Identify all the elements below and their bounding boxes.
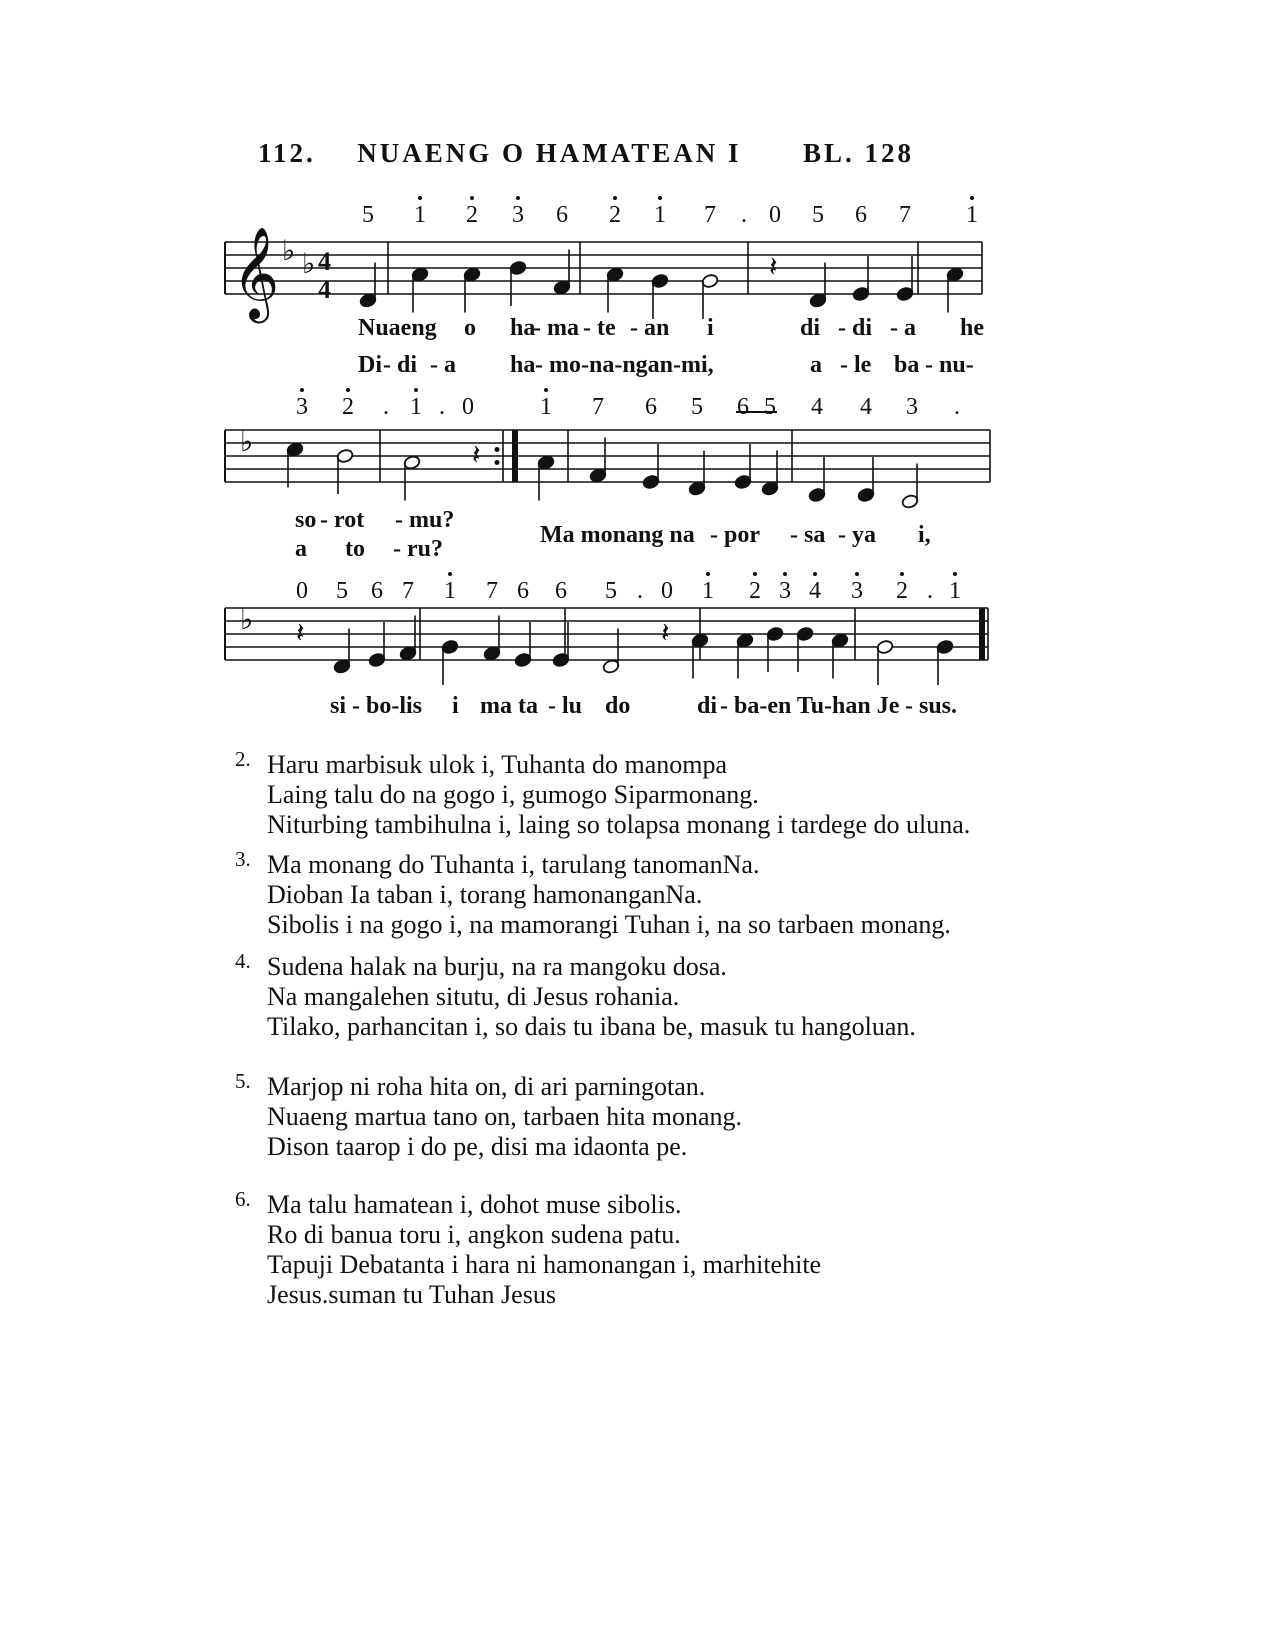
octave-dot bbox=[300, 388, 304, 392]
repeat-dot bbox=[495, 460, 500, 465]
verse-line: Sudena halak na burju, na ra mangoku dosa. bbox=[267, 952, 727, 981]
cipher-number: 5 bbox=[812, 202, 824, 228]
lyric-syllable: - nu- bbox=[925, 352, 974, 378]
cipher-number: . bbox=[383, 394, 389, 420]
cipher-number: 2 bbox=[896, 578, 908, 604]
cipher-number: 7 bbox=[402, 578, 414, 604]
cipher-number: 3 bbox=[851, 578, 863, 604]
time-signature: 4 bbox=[318, 247, 331, 276]
octave-dot bbox=[448, 572, 452, 576]
verse-block bbox=[235, 847, 951, 940]
cipher-number: 5 bbox=[362, 202, 374, 228]
time-signature: 4 bbox=[318, 275, 331, 304]
verse-block bbox=[235, 1187, 822, 1310]
verse-number: 6. bbox=[235, 1187, 251, 1211]
octave-dot bbox=[613, 196, 617, 200]
cipher-number: 5 bbox=[764, 394, 776, 420]
lyric-syllable: ma ta bbox=[480, 693, 538, 719]
cipher-number: 6 bbox=[645, 394, 657, 420]
cipher-number: 7 bbox=[592, 394, 604, 420]
cipher-number: 7 bbox=[899, 202, 911, 228]
lyric-syllable: a bbox=[295, 536, 307, 562]
repeat-bar bbox=[512, 430, 518, 482]
lyric-syllable: - lu bbox=[548, 693, 583, 719]
flat-sign: ♭ bbox=[240, 427, 254, 458]
verse-number: 5. bbox=[235, 1069, 251, 1093]
verse-line: Jesus.suman tu Tuhan Jesus bbox=[267, 1280, 556, 1309]
lyric-syllable: - an bbox=[630, 315, 670, 341]
octave-dot bbox=[470, 196, 474, 200]
flat-sign: ♭ bbox=[302, 249, 316, 280]
cipher-number: 4 bbox=[860, 394, 872, 420]
lyric-syllable: - a bbox=[890, 315, 916, 341]
lyric-syllable: ba bbox=[894, 352, 920, 378]
lyric-syllable: a bbox=[810, 352, 822, 378]
lyric-syllable: ha bbox=[510, 315, 536, 341]
lyric-syllable: - bo-lis bbox=[352, 693, 423, 719]
cipher-number: 1 bbox=[966, 202, 978, 228]
treble-clef: 𝄞 bbox=[232, 230, 280, 318]
cipher-number: 6 bbox=[556, 202, 568, 228]
cipher-number: 3 bbox=[512, 202, 524, 228]
lyric-syllable: - ma bbox=[533, 315, 579, 341]
lyric-syllable: i, bbox=[918, 522, 931, 548]
hymn-number: 112. bbox=[258, 138, 316, 168]
verse-number: 3. bbox=[235, 847, 251, 871]
cipher-number: 7 bbox=[486, 578, 498, 604]
cipher-number: 3 bbox=[906, 394, 918, 420]
lyric-syllable: so bbox=[295, 507, 317, 533]
cipher-number: 0 bbox=[661, 578, 673, 604]
verse-line: Dison taarop i do pe, disi ma idaonta pe. bbox=[267, 1132, 688, 1161]
octave-dot bbox=[414, 388, 418, 392]
flat-sign: ♭ bbox=[240, 605, 254, 636]
lyric-syllable: di bbox=[697, 693, 718, 719]
cipher-number: . bbox=[927, 578, 933, 604]
lyrics bbox=[295, 315, 984, 719]
verse-block bbox=[235, 1069, 743, 1162]
cipher-number: 2 bbox=[749, 578, 761, 604]
octave-dot bbox=[658, 196, 662, 200]
lyric-syllable: - a bbox=[430, 352, 456, 378]
cipher-number: 5 bbox=[691, 394, 703, 420]
octave-dot bbox=[346, 388, 350, 392]
octave-dot bbox=[953, 572, 957, 576]
cipher-number: . bbox=[741, 202, 747, 228]
lyric-syllable: Di bbox=[358, 352, 382, 378]
cipher-number: 0 bbox=[769, 202, 781, 228]
lyric-syllable: o bbox=[464, 315, 476, 341]
flat-sign: ♭ bbox=[282, 236, 296, 267]
cipher-number: . bbox=[954, 394, 960, 420]
cipher-number: 4 bbox=[809, 578, 821, 604]
lyric-syllable: - sa bbox=[790, 522, 826, 548]
lyric-syllable: to bbox=[345, 536, 365, 562]
lyric-syllable: i bbox=[707, 315, 714, 341]
verse-line: Ma talu hamatean i, dohot muse sibolis. bbox=[267, 1190, 682, 1219]
verse-line: Tapuji Debatanta i hara ni hamonangan i, marhitehite bbox=[267, 1250, 822, 1279]
verse-block bbox=[235, 747, 971, 840]
lyric-syllable: - te bbox=[583, 315, 616, 341]
verse-line: Marjop ni roha hita on, di ari parningotan. bbox=[267, 1072, 706, 1101]
cipher-number: 0 bbox=[296, 578, 308, 604]
verse-number: 2. bbox=[235, 747, 251, 771]
cipher-number: 6 bbox=[555, 578, 567, 604]
verse-line: Sibolis i na gogo i, na mamorangi Tuhan i, na so tarbaen monang. bbox=[267, 910, 951, 939]
cipher-number: 6 bbox=[517, 578, 529, 604]
cipher-number: 1 bbox=[540, 394, 552, 420]
hymn-reference: BL. 128 bbox=[803, 138, 915, 168]
verse-line: Na mangalehen situtu, di Jesus rohania. bbox=[267, 982, 680, 1011]
lyric-syllable: ha bbox=[510, 352, 536, 378]
verse-line: Tilako, parhancitan i, so dais tu ibana be, masuk tu hangoluan. bbox=[267, 1012, 916, 1041]
cipher-number: 1 bbox=[654, 202, 666, 228]
octave-dot bbox=[970, 196, 974, 200]
lyric-syllable: - sus. bbox=[905, 693, 958, 719]
lyric-syllable: - ba-en Tu-han Je bbox=[720, 693, 900, 719]
verse-number: 4. bbox=[235, 949, 251, 973]
octave-dot bbox=[753, 572, 757, 576]
cipher-number: 5 bbox=[336, 578, 348, 604]
lyric-syllable: si bbox=[330, 693, 347, 719]
octave-dot bbox=[900, 572, 904, 576]
lyric-syllable: - mu? bbox=[395, 507, 455, 533]
verse-block bbox=[235, 949, 916, 1042]
final-bar bbox=[979, 608, 985, 660]
verse-line: Nuaeng martua tano on, tarbaen hita monang. bbox=[267, 1102, 743, 1131]
cipher-number: 2 bbox=[466, 202, 478, 228]
cipher-number: . bbox=[637, 578, 643, 604]
lyric-syllable: - di bbox=[838, 315, 873, 341]
quarter-rest: 𝄽 bbox=[769, 252, 778, 283]
verse-line: Ro di banua toru i, angkon sudena patu. bbox=[267, 1220, 681, 1249]
cipher-number: 6 bbox=[737, 394, 749, 420]
lyric-syllable: i bbox=[452, 693, 459, 719]
octave-dot bbox=[516, 196, 520, 200]
cipher-number: 2 bbox=[342, 394, 354, 420]
lyric-syllable: - mo-na-ngan-mi, bbox=[535, 352, 714, 378]
lyric-syllable: - ru? bbox=[393, 536, 443, 562]
lyric-syllable: - le bbox=[840, 352, 872, 378]
lyric-syllable: Ma monang na bbox=[540, 522, 695, 548]
cipher-number: 4 bbox=[811, 394, 823, 420]
lyric-syllable: - por bbox=[710, 522, 760, 548]
lyric-syllable: - rot bbox=[320, 507, 365, 533]
repeat-dot bbox=[495, 447, 500, 452]
lyric-syllable: - ya bbox=[838, 522, 876, 548]
cipher-number: 3 bbox=[296, 394, 308, 420]
cipher-number: 1 bbox=[444, 578, 456, 604]
cipher-number: 0 bbox=[462, 394, 474, 420]
cipher-number: 2 bbox=[609, 202, 621, 228]
octave-dot bbox=[418, 196, 422, 200]
cipher-number: 6 bbox=[855, 202, 867, 228]
verse-line: Niturbing tambihulna i, laing so tolapsa monang i tardege do uluna. bbox=[267, 810, 971, 839]
verse-line: Dioban Ia taban i, torang hamonanganNa. bbox=[267, 880, 703, 909]
cipher-number: . bbox=[439, 394, 445, 420]
cipher-number: 1 bbox=[949, 578, 961, 604]
octave-dot bbox=[783, 572, 787, 576]
music-score bbox=[0, 0, 1275, 760]
hymn-title: NUAENG O HAMATEAN I bbox=[357, 138, 742, 168]
verse-line: Ma monang do Tuhanta i, tarulang tanomanNa. bbox=[267, 850, 760, 879]
lyric-syllable: he bbox=[960, 315, 984, 341]
quarter-rest: 𝄽 bbox=[472, 440, 481, 471]
cipher-number: 3 bbox=[779, 578, 791, 604]
quarter-rest: 𝄽 bbox=[661, 618, 670, 649]
octave-dot bbox=[544, 388, 548, 392]
lyric-syllable: di bbox=[800, 315, 821, 341]
cipher-number: 6 bbox=[371, 578, 383, 604]
lyric-syllable: Nuaeng bbox=[358, 315, 437, 341]
cipher-number: 7 bbox=[704, 202, 716, 228]
quarter-rest: 𝄽 bbox=[296, 618, 305, 649]
lyric-syllable: - di bbox=[383, 352, 418, 378]
cipher-number: 1 bbox=[410, 394, 422, 420]
octave-dot bbox=[855, 572, 859, 576]
octave-dot bbox=[706, 572, 710, 576]
cipher-number: 5 bbox=[605, 578, 617, 604]
cipher-number: 1 bbox=[702, 578, 714, 604]
verse-line: Haru marbisuk ulok i, Tuhanta do manompa bbox=[267, 750, 728, 779]
cipher-number: 1 bbox=[414, 202, 426, 228]
octave-dot bbox=[813, 572, 817, 576]
verse-line: Laing talu do na gogo i, gumogo Siparmonang. bbox=[267, 780, 759, 809]
lyric-syllable: do bbox=[605, 693, 631, 719]
